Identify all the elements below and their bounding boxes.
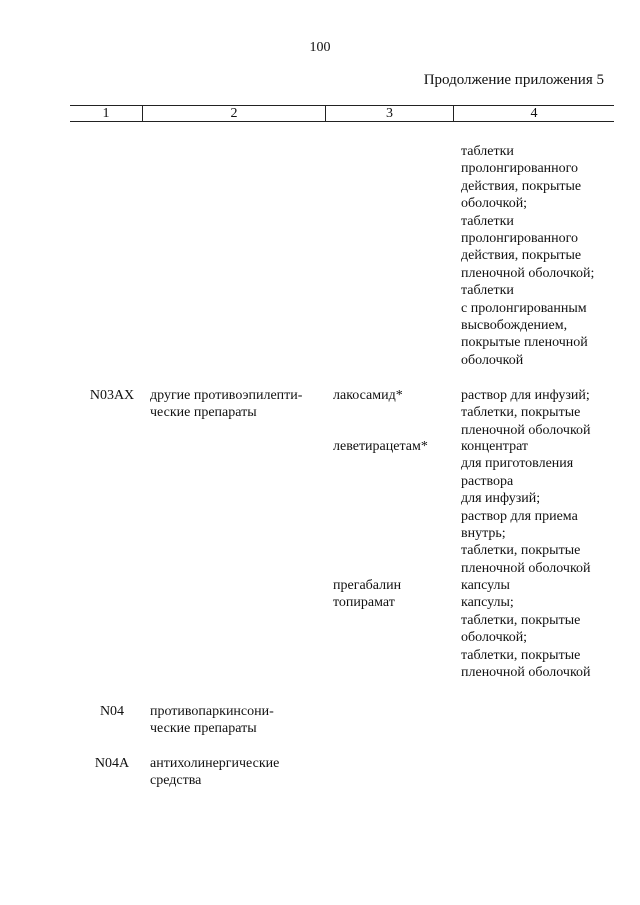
form-cell-line: раствор для инфузий; <box>461 388 590 403</box>
group-cell-line: антихолинергические <box>150 756 280 771</box>
form-cell-line: пленочной оболочкой; <box>461 265 595 281</box>
group-cell <box>150 387 328 422</box>
page-number: 100 <box>309 40 331 55</box>
group-cell-line: средства <box>150 773 202 789</box>
form-cell-line: таблетки <box>461 213 514 229</box>
form-cell-line: таблетки <box>461 283 514 299</box>
drug-cell-line: топирамат <box>333 595 395 611</box>
drug-cell <box>333 387 457 404</box>
form-cell-line: раствор для приема <box>461 508 578 524</box>
header-col-4: 4 <box>530 106 538 121</box>
header-col-1: 1 <box>102 106 110 121</box>
form-cell-line: пленочной оболочкой <box>461 560 591 576</box>
form-cell-line: пленочной оболочкой <box>461 422 591 438</box>
form-cell-line: для приготовления <box>461 456 574 472</box>
form-cell-line: с пролонгированным <box>461 300 587 316</box>
header-col-3: 3 <box>386 106 393 121</box>
group-cell-line: ческие препараты <box>150 721 257 737</box>
form-cell <box>461 577 617 681</box>
code-cell: N04A <box>94 756 130 771</box>
form-cell-line: пленочной оболочкой <box>461 665 591 681</box>
form-cell-line: для инфузий; <box>461 491 541 507</box>
form-cell-line: действия, покрытые <box>461 178 582 194</box>
form-cell-line: пролонгированного <box>461 231 579 247</box>
form-cell-line: оболочкой <box>461 352 524 368</box>
form-cell-line: внутрь; <box>461 526 506 542</box>
form-cell <box>461 387 617 439</box>
form-cell-line: раствора <box>461 473 514 489</box>
header-col-2: 2 <box>230 106 238 121</box>
form-cell-line: таблетки, покрытые <box>461 405 581 421</box>
form-cell-line: оболочкой; <box>461 630 528 646</box>
form-cell-line: концентрат <box>461 439 529 454</box>
group-cell-line: ческие препараты <box>150 405 257 421</box>
group-cell <box>150 755 328 790</box>
form-cell-line: капсулы <box>461 578 510 593</box>
form-cell-line: действия, покрытые <box>461 248 582 264</box>
form-cell-line: таблетки, покрытые <box>461 647 581 663</box>
drug-cell <box>333 577 457 612</box>
appendix-title: Продолжение приложения 5 <box>423 72 604 88</box>
code-cell: N03AX <box>89 388 135 403</box>
group-cell-line: другие противоэпилепти- <box>150 388 303 403</box>
form-cell <box>461 438 617 577</box>
form-cell-line: таблетки, покрытые <box>461 612 581 628</box>
form-cell-line: капсулы; <box>461 595 514 611</box>
form-cell <box>461 143 617 369</box>
drug-cell-line: леветирацетам* <box>333 439 428 454</box>
form-cell-line: оболочкой; <box>461 196 528 212</box>
form-cell-line: таблетки, покрытые <box>461 543 581 559</box>
form-cell-line: покрытые пленочной <box>461 335 588 351</box>
drug-cell <box>333 438 457 455</box>
drug-cell-line: лакосамид* <box>333 388 403 403</box>
group-cell <box>150 703 328 738</box>
form-cell-line: пролонгированного <box>461 161 579 177</box>
code-cell: N04 <box>99 704 125 719</box>
drug-cell-line: прегабалин <box>333 578 402 593</box>
form-cell-line: таблетки <box>461 144 514 159</box>
form-cell-line: высвобождением, <box>461 318 568 334</box>
group-cell-line: противопаркинсони- <box>150 704 274 719</box>
